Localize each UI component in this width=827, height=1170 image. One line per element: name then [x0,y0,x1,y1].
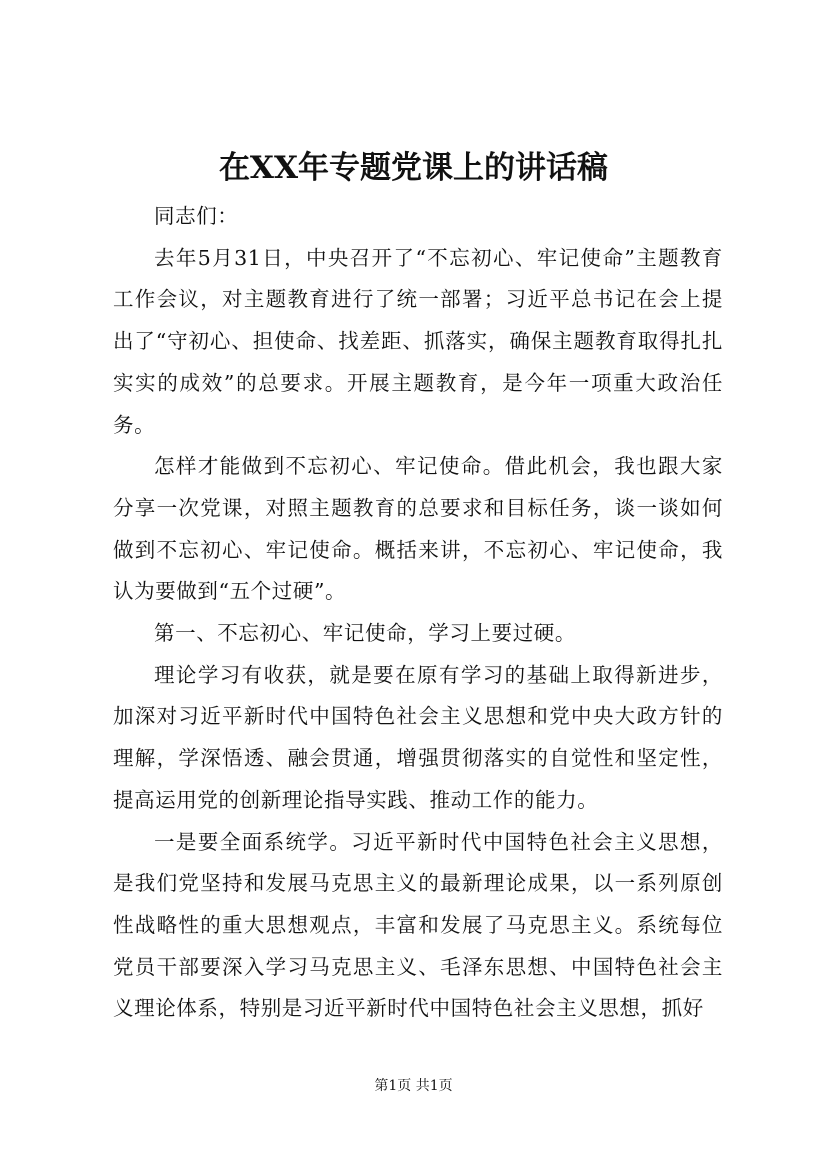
document-title: 在XX年专题党课上的讲话稿 [218,150,609,186]
paragraph-4: 理论学习有收获，就是要在原有学习的基础上取得新进步，加深对习近平新时代中国特色社会主义思想和党中央大政方针的理解，学深悟透、融会贯通，增强贯彻落实的自觉性和坚定性，提高运用党的创新理论指导实践、推动工作的能力。 [113,662,723,812]
paragraph-greeting: 同志们： [154,204,239,228]
paragraph-3: 第一、不忘初心、牢记使命，学习上要过硬。 [154,621,576,646]
document-body [113,196,723,1030]
page-footer: 第1页 共1页 [374,1078,453,1094]
paragraph-1: 去年5月31日，中央召开了“不忘初心、牢记使命”主题教育工作会议，对主题教育进行了统一部署；习近平总书记在会上提出了“守初心、担使命、找差距、抓落实，确保主题教育取得扎扎实实的成效”的总要求。开展主题教育，是今年一项重大政治任务。 [113,245,723,437]
paragraph-5: 一是要全面系统学。习近平新时代中国特色社会主义思想，是我们党坚持和发展马克思主义的最新理论成果，以一系列原创性战略性的重大思想观点，丰富和发展了马克思主义。系统每位党员干部要深入学习马克思主义、毛泽东思想、中国特色社会主义理论体系，特别是习近平新时代中国特色社会主义思想，抓好 [113,829,723,1021]
paragraph-2: 怎样才能做到不忘初心、牢记使命。借此机会，我也跟大家分享一次党课，对照主题教育的总要求和目标任务，谈一谈如何做到不忘初心、牢记使命。概括来讲，不忘初心、牢记使命，我认为要做到“五个过硬”。 [113,454,723,604]
